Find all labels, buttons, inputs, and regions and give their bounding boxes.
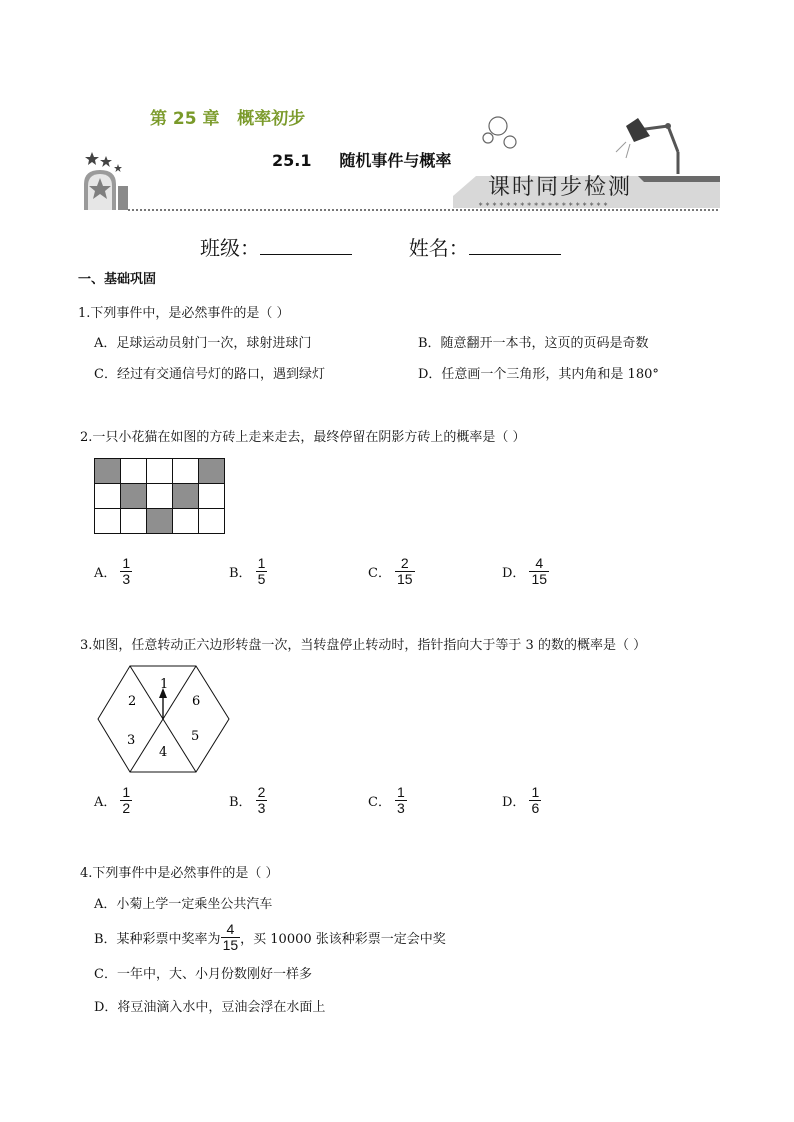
shaded-tile bbox=[147, 509, 173, 534]
spinner-number: 3 bbox=[127, 733, 136, 748]
q1-option-c[interactable]: C．经过有交通信号灯的路口，遇到绿灯 bbox=[94, 367, 325, 382]
q2-option-b[interactable] bbox=[229, 556, 267, 588]
q4-option-c[interactable]: C．一年中，大、小月份数刚好一样多 bbox=[94, 967, 312, 982]
class-label: 班级： bbox=[200, 236, 260, 260]
spinner-number: 2 bbox=[128, 694, 137, 709]
q3-option-d[interactable] bbox=[502, 785, 541, 817]
option-label: D． bbox=[502, 795, 526, 811]
q4-option-a[interactable]: A．小菊上学一定乘坐公共汽车 bbox=[94, 897, 273, 912]
banner-title: 课时同步检测 bbox=[488, 175, 633, 200]
q3-stem: 3.如图，任意转动正六边形转盘一次，当转盘停止转动时，指针指向大于等于 3 的数的概率是（ ） bbox=[80, 638, 647, 653]
name-blank[interactable] bbox=[469, 236, 561, 255]
option-label: C． bbox=[368, 795, 391, 811]
option-label: B． bbox=[229, 566, 252, 582]
shaded-tile bbox=[173, 484, 199, 509]
fraction: $\frac{4}{15}$ bbox=[531, 555, 548, 588]
fraction: $\frac{1}{6}$ bbox=[531, 784, 540, 817]
q3-option-c[interactable] bbox=[368, 785, 407, 817]
badge-icon bbox=[84, 152, 128, 210]
q3-option-a[interactable] bbox=[94, 785, 132, 817]
tile bbox=[95, 484, 121, 509]
tile bbox=[199, 484, 225, 509]
svg-text:∗ ∗ ∗ ∗ ∗ ∗ ∗ ∗ ∗ ∗ ∗ ∗ ∗ ∗ ∗: ∗ ∗ ∗ ∗ ∗ ∗ ∗ ∗ ∗ ∗ ∗ ∗ ∗ ∗ ∗ ∗ ∗ ∗ ∗ bbox=[478, 201, 608, 208]
fraction: $\frac{1}{3}$ bbox=[122, 555, 131, 588]
tile bbox=[147, 459, 173, 484]
shaded-tile bbox=[95, 459, 121, 484]
bubbles-icon bbox=[483, 117, 516, 148]
option-label: A． bbox=[94, 795, 117, 811]
tile-grid-figure bbox=[94, 458, 225, 534]
spinner-number: 6 bbox=[192, 694, 201, 709]
q2-stem: 2.一只小花猫在如图的方砖上走来走去，最终停留在阴影方砖上的概率是（ ） bbox=[80, 430, 526, 445]
q1-option-a[interactable]: A．足球运动员射门一次，球射进球门 bbox=[94, 336, 312, 351]
hexagon-spinner bbox=[96, 664, 232, 776]
option-label: C． bbox=[368, 566, 391, 582]
class-name-line bbox=[200, 232, 561, 261]
q4-option-b[interactable]: B．某种彩票中奖率为 $\frac{4}{15}$ ，买 10000 张该种彩票一定会中奖 bbox=[94, 921, 446, 954]
q2-option-a[interactable] bbox=[94, 556, 132, 588]
part-title: 一、基础巩固 bbox=[78, 272, 157, 287]
q1-option-d[interactable]: D．任意画一个三角形，其内角和是 180° bbox=[418, 367, 659, 382]
spinner-number: 1 bbox=[160, 677, 169, 692]
spinner-number: 5 bbox=[191, 729, 200, 744]
q3-option-b[interactable] bbox=[229, 785, 267, 817]
q1-option-b[interactable]: B．随意翻开一本书，这页的页码是奇数 bbox=[418, 336, 649, 351]
shaded-tile bbox=[199, 459, 225, 484]
option-label: D． bbox=[502, 566, 526, 582]
tile bbox=[147, 484, 173, 509]
shaded-tile bbox=[121, 484, 147, 509]
fraction: $\frac{4}{15}$ bbox=[222, 921, 239, 954]
fraction: $\frac{1}{5}$ bbox=[257, 555, 266, 588]
tile bbox=[173, 459, 199, 484]
q4-option-d[interactable]: D．将豆油滴入水中，豆油会浮在水面上 bbox=[94, 1000, 326, 1015]
tile bbox=[95, 509, 121, 534]
class-blank[interactable] bbox=[260, 236, 352, 255]
tile bbox=[199, 509, 225, 534]
fraction: $\frac{2}{3}$ bbox=[257, 784, 266, 817]
option-label: A． bbox=[94, 566, 117, 582]
tile bbox=[121, 459, 147, 484]
spinner-number: 4 bbox=[159, 745, 168, 760]
fraction: $\frac{1}{3}$ bbox=[396, 784, 405, 817]
fraction: $\frac{1}{2}$ bbox=[122, 784, 131, 817]
lamp-icon bbox=[616, 118, 678, 174]
q1-stem: 1.下列事件中，是必然事件的是（ ） bbox=[78, 306, 290, 321]
name-label: 姓名： bbox=[408, 236, 469, 260]
section-title: 25.1 随机事件与概率 bbox=[272, 151, 452, 170]
chapter-title: 第 25 章 概率初步 bbox=[150, 109, 306, 129]
q4-stem: 4.下列事件中是必然事件的是（ ） bbox=[80, 866, 279, 881]
q2-option-c[interactable] bbox=[368, 556, 415, 588]
option-label: B． bbox=[229, 795, 252, 811]
q2-option-d[interactable] bbox=[502, 556, 549, 588]
tile bbox=[173, 509, 199, 534]
fraction: $\frac{2}{15}$ bbox=[396, 555, 413, 588]
tile bbox=[121, 509, 147, 534]
